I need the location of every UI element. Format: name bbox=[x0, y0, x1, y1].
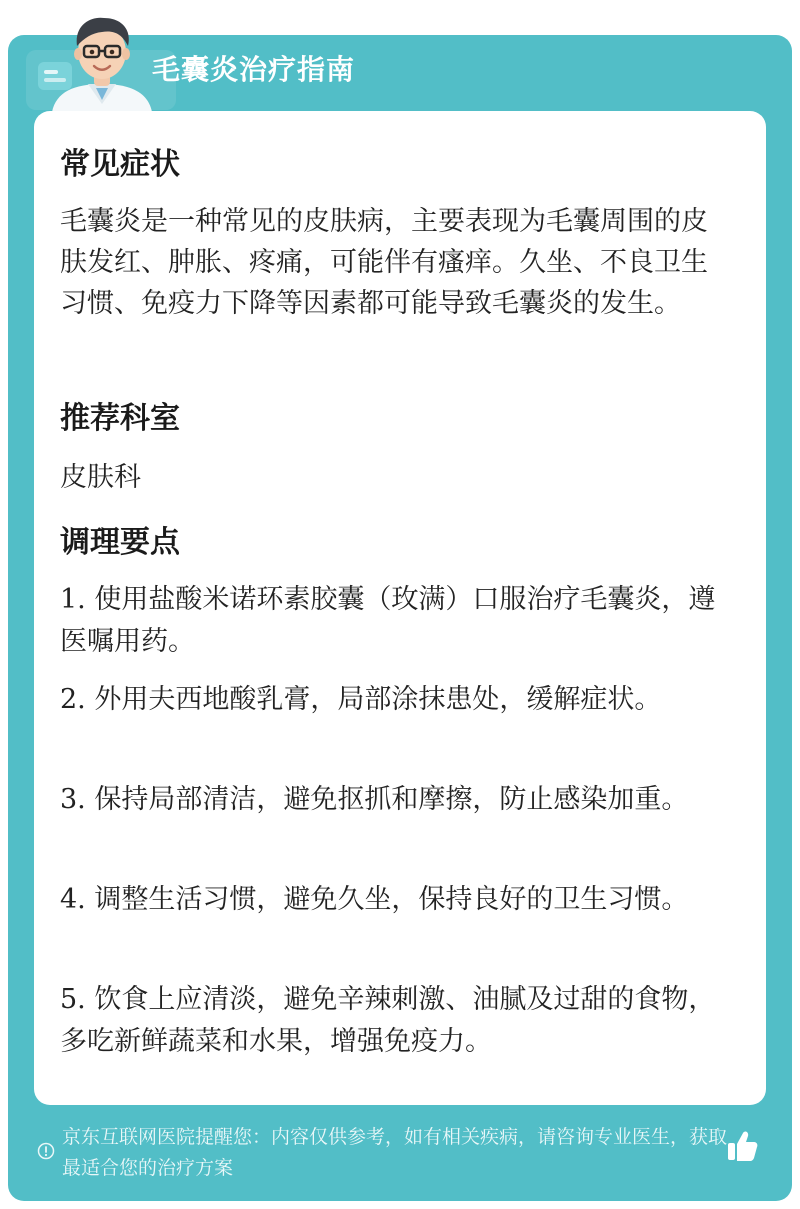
care-item-text: 使用盐酸米诺环素胶囊（玫满）口服治疗毛囊炎，遵医嘱用药。 bbox=[60, 584, 716, 657]
care-item bbox=[60, 579, 730, 663]
care-title: 调理要点 bbox=[60, 525, 180, 560]
care-item bbox=[60, 679, 730, 721]
care-item-number: 1. bbox=[60, 584, 86, 615]
info-icon bbox=[37, 1142, 55, 1160]
symptoms-text: 毛囊炎是一种常见的皮肤病，主要表现为毛囊周围的皮肤发红、肿胀、疼痛，可能伴有瘙痒。久坐、不良卫生习惯、免疫力下降等因素都可能导致毛囊炎的发生。 bbox=[60, 206, 708, 319]
care-item-number: 4. bbox=[60, 884, 86, 915]
care-item-number: 3. bbox=[60, 784, 86, 815]
care-item-text: 外用夫西地酸乳膏，局部涂抹患处，缓解症状。 bbox=[94, 684, 662, 715]
doctor-avatar-icon bbox=[44, 8, 160, 112]
content-card bbox=[34, 111, 766, 1105]
care-item-number: 2. bbox=[60, 684, 86, 715]
disclaimer-text: 京东互联网医院提醒您：内容仅供参考，如有相关疾病，请咨询专业医生，获取最适合您的治疗方案 bbox=[62, 1126, 728, 1179]
care-item bbox=[60, 879, 730, 921]
care-item bbox=[60, 779, 730, 821]
page-title: 毛囊炎治疗指南 bbox=[152, 53, 356, 86]
care-item-text: 调整生活习惯，避免久坐，保持良好的卫生习惯。 bbox=[94, 884, 689, 915]
symptoms-title: 常见症状 bbox=[60, 147, 180, 182]
care-item-number: 5. bbox=[60, 984, 86, 1015]
care-item bbox=[60, 979, 730, 1063]
care-item-text: 保持局部清洁，避免抠抓和摩擦，防止感染加重。 bbox=[94, 784, 689, 815]
department-text: 皮肤科 bbox=[60, 462, 141, 493]
department-title: 推荐科室 bbox=[60, 401, 180, 436]
care-item-text: 饮食上应清淡，避免辛辣刺激、油腻及过甜的食物，多吃新鲜蔬菜和水果，增强免疫力。 bbox=[60, 984, 716, 1057]
thumbs-up-icon[interactable] bbox=[724, 1128, 760, 1164]
